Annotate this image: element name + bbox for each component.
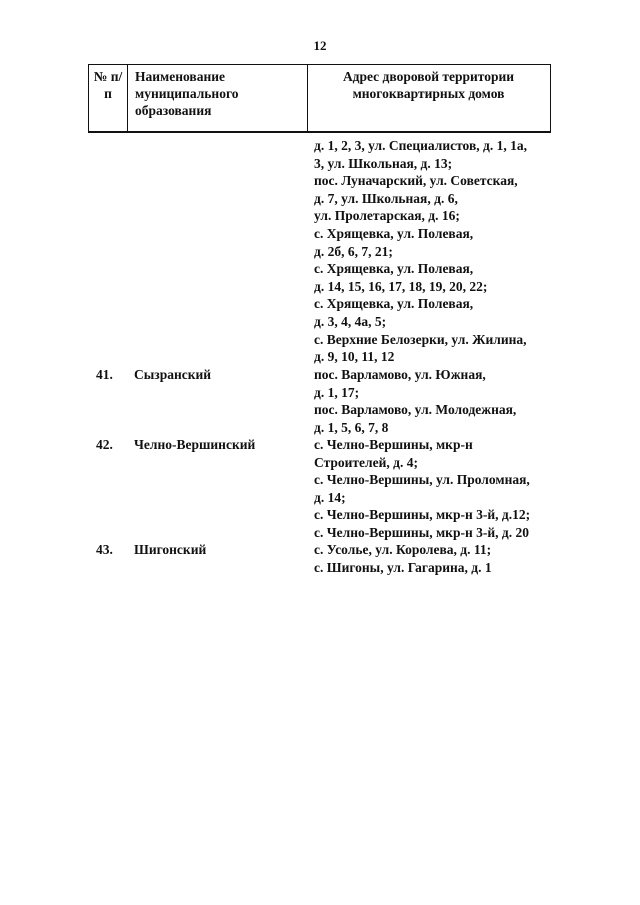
table-header bbox=[88, 64, 551, 133]
continued-address-cell bbox=[314, 137, 564, 366]
address-line: д. 1, 5, 6, 7, 8 bbox=[314, 419, 389, 435]
address-line: д. 7, ул. Школьная, д. 6, bbox=[314, 190, 458, 206]
row-number: 43. bbox=[96, 542, 113, 557]
address-line: с. Хрящевка, ул. Полевая, bbox=[314, 225, 474, 241]
address-cell bbox=[314, 366, 564, 436]
municipality-name: Сызранский bbox=[134, 367, 212, 382]
address-line: пос. Варламово, ул. Южная, bbox=[314, 367, 486, 382]
address-line: с. Верхние Белозерки, ул. Жилина, bbox=[314, 331, 527, 347]
address-line: Строителей, д. 4; bbox=[314, 454, 418, 470]
address-line: д. 9, 10, 11, 12 bbox=[314, 349, 395, 365]
address-line: д. 14; bbox=[314, 489, 346, 505]
header-name-label: Наименование муниципального образования bbox=[135, 69, 239, 118]
address-line: с. Челно-Вершины, мкр-н bbox=[314, 437, 473, 452]
address-cell bbox=[314, 436, 564, 542]
address-line: д. 1, 17; bbox=[314, 384, 360, 400]
header-address-label: Адрес дворовой территории многоквартирных домов bbox=[342, 69, 515, 101]
header-cell-address bbox=[307, 65, 550, 131]
municipality-name: Челно-Вершинский bbox=[134, 437, 256, 452]
address-line: д. 2б, 6, 7, 21; bbox=[314, 243, 393, 259]
page-number: 12 bbox=[313, 38, 327, 53]
header-cell-name bbox=[127, 65, 308, 131]
row-number: 42. bbox=[96, 437, 113, 452]
address-line: с. Челно-Вершины, ул. Проломная, bbox=[314, 472, 530, 488]
address-line: с. Челно-Вершины, мкр-н 3-й, д.12; bbox=[314, 507, 531, 523]
address-line: пос. Варламово, ул. Молодежная, bbox=[314, 402, 517, 418]
address-line: д. 14, 15, 16, 17, 18, 19, 20, 22; bbox=[314, 278, 488, 294]
header-cell-number bbox=[89, 65, 128, 131]
address-line: с. Челно-Вершины, мкр-н 3-й, д. 20 bbox=[314, 524, 529, 540]
address-line: с. Хрящевка, ул. Полевая, bbox=[314, 296, 474, 312]
row-number: 41. bbox=[96, 367, 113, 382]
address-cell bbox=[314, 541, 564, 576]
address-line: ул. Пролетарская, д. 16; bbox=[314, 208, 460, 224]
municipality-name: Шигонский bbox=[134, 542, 207, 557]
address-line: с. Шигоны, ул. Гагарина, д. 1 bbox=[314, 559, 492, 575]
address-line: д. 1, 2, 3, ул. Специалистов, д. 1, 1а, bbox=[314, 138, 527, 153]
address-line: с. Усолье, ул. Королева, д. 11; bbox=[314, 542, 492, 557]
address-line: с. Хрящевка, ул. Полевая, bbox=[314, 261, 474, 277]
address-line: д. 3, 4, 4а, 5; bbox=[314, 313, 387, 329]
address-line: пос. Луначарский, ул. Советская, bbox=[314, 173, 518, 189]
address-line: 3, ул. Школьная, д. 13; bbox=[314, 155, 453, 171]
header-number-label: № п/п bbox=[93, 69, 123, 101]
